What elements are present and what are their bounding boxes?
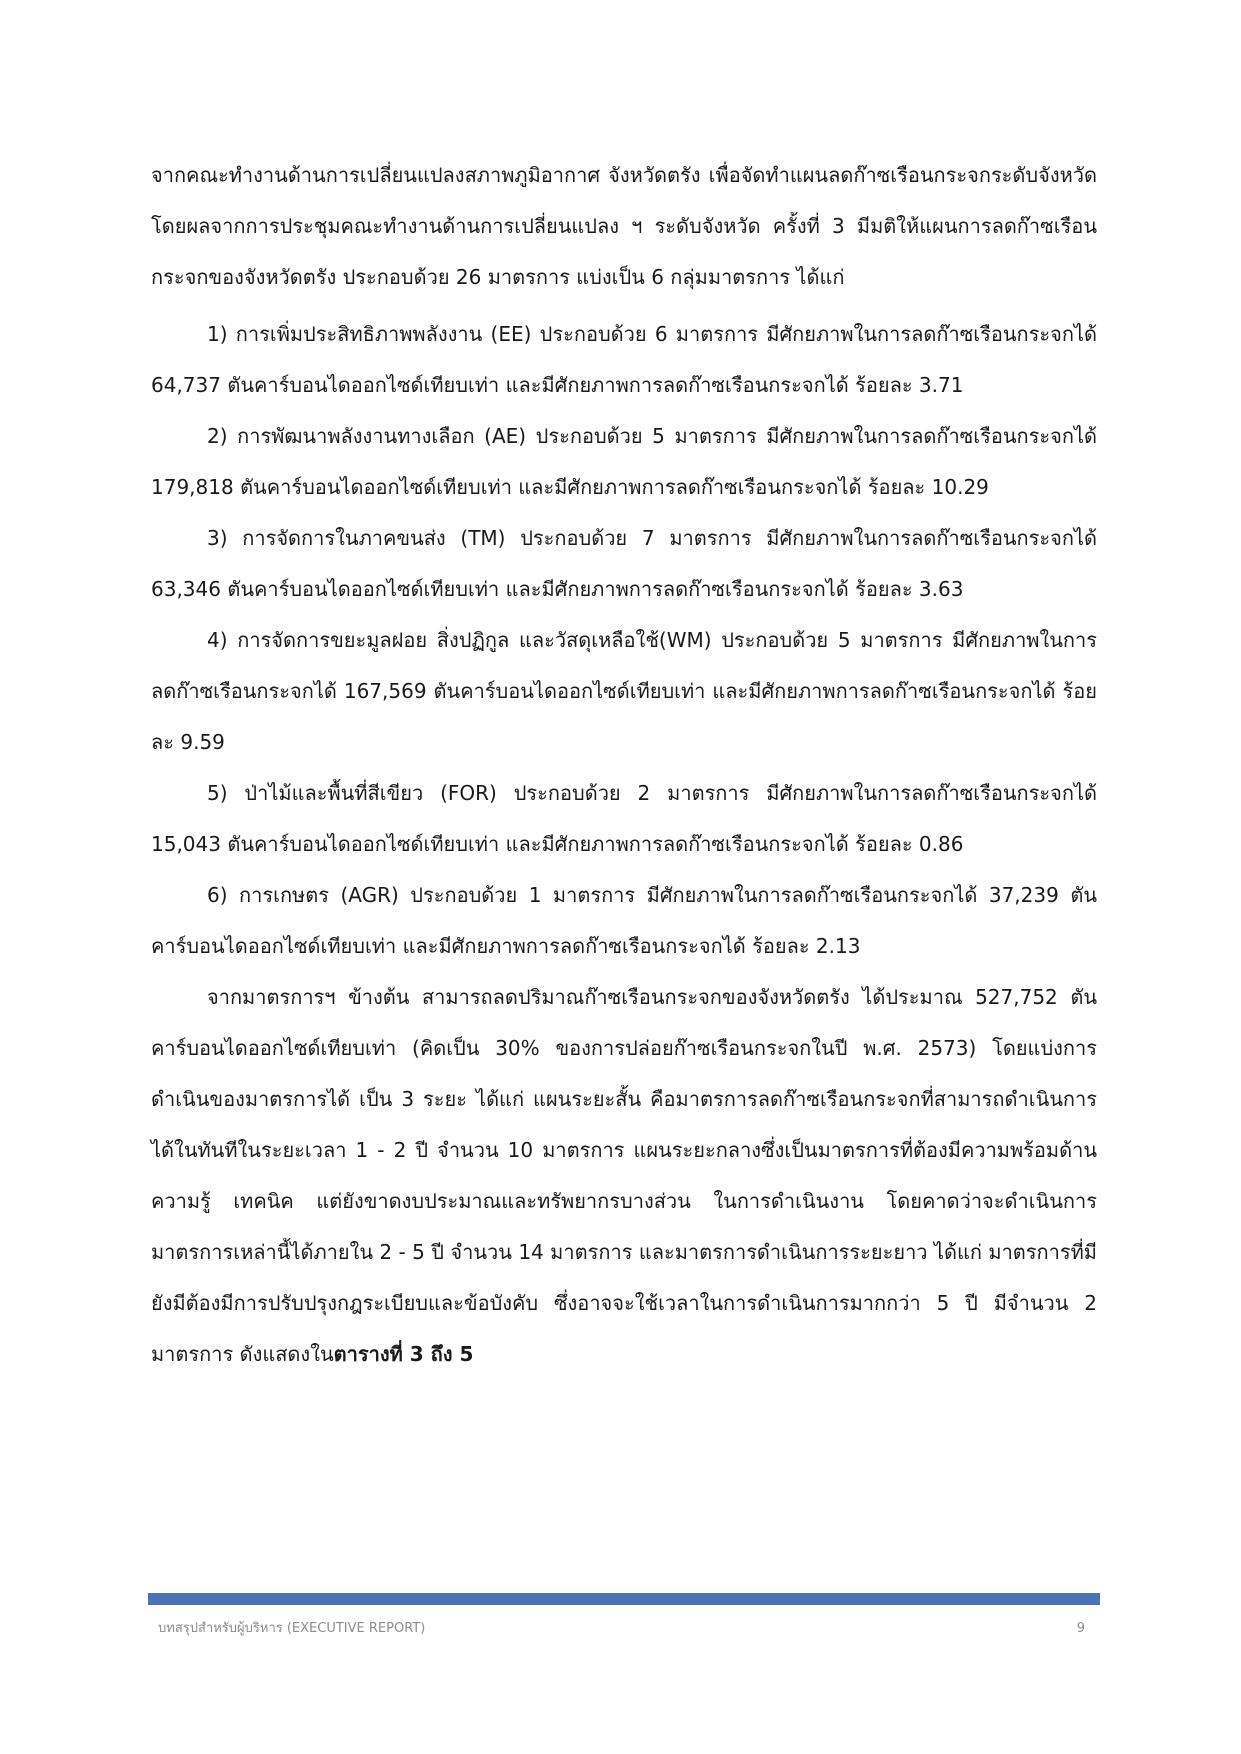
measure-item-wm: 4) การจัดการขยะมูลฝอย สิ่งปฏิกูล และวัสดุเหลือใช้(WM) ประกอบด้วย 5 มาตรการ มีศักยภาพในการลดก๊าซเรือนกระจกได้ 167,569 ตันคาร์บอนไดออกไซด์เทียบเท่า และมีศักยภาพการลดก๊าซเรือนกระจกได้ ร้อยละ 9.59 [151, 628, 1097, 754]
footer-divider-bar [148, 1593, 1100, 1605]
measure-item-tm: 3) การจัดการในภาคขนส่ง (TM) ประกอบด้วย 7 มาตรการ มีศักยภาพในการลดก๊าซเรือนกระจกได้ 63,346 ตันคาร์บอนไดออกไซด์เทียบเท่า และมีศักยภาพการลดก๊าซเรือนกระจกได้ ร้อยละ 3.63 [151, 526, 1097, 601]
footer-report-title: บทสรุปสำหรับผู้บริหาร (EXECUTIVE REPORT) [158, 1621, 426, 1636]
page-number: 9 [1076, 1621, 1085, 1636]
measure-item-ae: 2) การพัฒนาพลังงานทางเลือก (AE) ประกอบด้วย 5 มาตรการ มีศักยภาพในการลดก๊าซเรือนกระจกได้ 179,818 ตันคาร์บอนไดออกไซด์เทียบเท่า และมีศักยภาพการลดก๊าซเรือนกระจกได้ ร้อยละ 10.29 [151, 424, 1097, 499]
measure-item-for: 5) ป่าไม้และพื้นที่สีเขียว (FOR) ประกอบด้วย 2 มาตรการ มีศักยภาพในการลดก๊าซเรือนกระจกได้ 15,043 ตันคาร์บอนไดออกไซด์เทียบเท่า และมีศักยภาพการลดก๊าซเรือนกระจกได้ ร้อยละ 0.86 [151, 781, 1097, 856]
summary-text: จากมาตรการฯ ข้างต้น สามารถลดปริมาณก๊าซเรือนกระจกของจังหวัดตรัง ได้ประมาณ 527,752 ตันคาร์บอนไดออกไซด์เทียบเท่า (คิดเป็น 30% ของการปล่อยก๊าซเรือนกระจกในปี พ.ศ. 2573) โดยแบ่งการดำเนินของมาตรการได้ เป็น 3 ระยะ ได้แก่ แผนระยะสั้น คือมาตรการลดก๊าซเรือนกระจกที่สามารถดำเนินการได้ในทันทีในระยะเวลา 1 - 2 ปี จำนวน 10 มาตรการ แผนระยะกลางซึ่งเป็นมาตรการที่ต้องมีความพร้อมด้านความรู้ เทคนิค แต่ยังขาดงบประมาณและทรัพยากรบางส่วน ในการดำเนินงาน โดยคาดว่าจะดำเนินการมาตรการเหล่านี้ได้ภายใน 2 - 5 ปี จำนวน 14 มาตรการ และมาตรการดำเนินการระยะยาว ได้แก่ มาตรการที่มียังมีต้องมีการปรับปรุงกฎระเบียบและข้อบังคับ ซึ่งอาจจะใช้เวลาในการดำเนินการมากกว่า 5 ปี มีจำนวน 2 มาตรการ ดังแสดงใน [151, 985, 1097, 1366]
intro-paragraph: จากคณะทำงานด้านการเปลี่ยนแปลงสภาพภูมิอากาศ จังหวัดตรัง เพื่อจัดทำแผนลดก๊าซเรือนกระจกระดับจังหวัด โดยผลจากการประชุมคณะทำงานด้านการเปลี่ยนแปลง ฯ ระดับจังหวัด ครั้งที่ 3 มีมติให้แผนการลดก๊าซเรือนกระจกของจังหวัดตรัง ประกอบด้วย 26 มาตรการ แบ่งเป็น 6 กลุ่มมาตรการ ได้แก่ [151, 163, 1097, 289]
measure-item-agr: 6) การเกษตร (AGR) ประกอบด้วย 1 มาตรการ มีศักยภาพในการลดก๊าซเรือนกระจกได้ 37,239 ตันคาร์บอนไดออกไซด์เทียบเท่า และมีศักยภาพการลดก๊าซเรือนกระจกได้ ร้อยละ 2.13 [151, 883, 1097, 958]
table-reference[interactable]: ตารางที่ 3 [333, 1342, 424, 1366]
body-text [151, 150, 1097, 1380]
table-reference-connector: ถึง [423, 1342, 460, 1366]
table-reference-end[interactable]: 5 [459, 1342, 474, 1366]
measure-item-ee: 1) การเพิ่มประสิทธิภาพพลังงาน (EE) ประกอบด้วย 6 มาตรการ มีศักยภาพในการลดก๊าซเรือนกระจกได้ 64,737 ตันคาร์บอนไดออกไซด์เทียบเท่า และมีศักยภาพการลดก๊าซเรือนกระจกได้ ร้อยละ 3.71 [151, 322, 1097, 397]
summary-paragraph [151, 972, 1097, 1380]
